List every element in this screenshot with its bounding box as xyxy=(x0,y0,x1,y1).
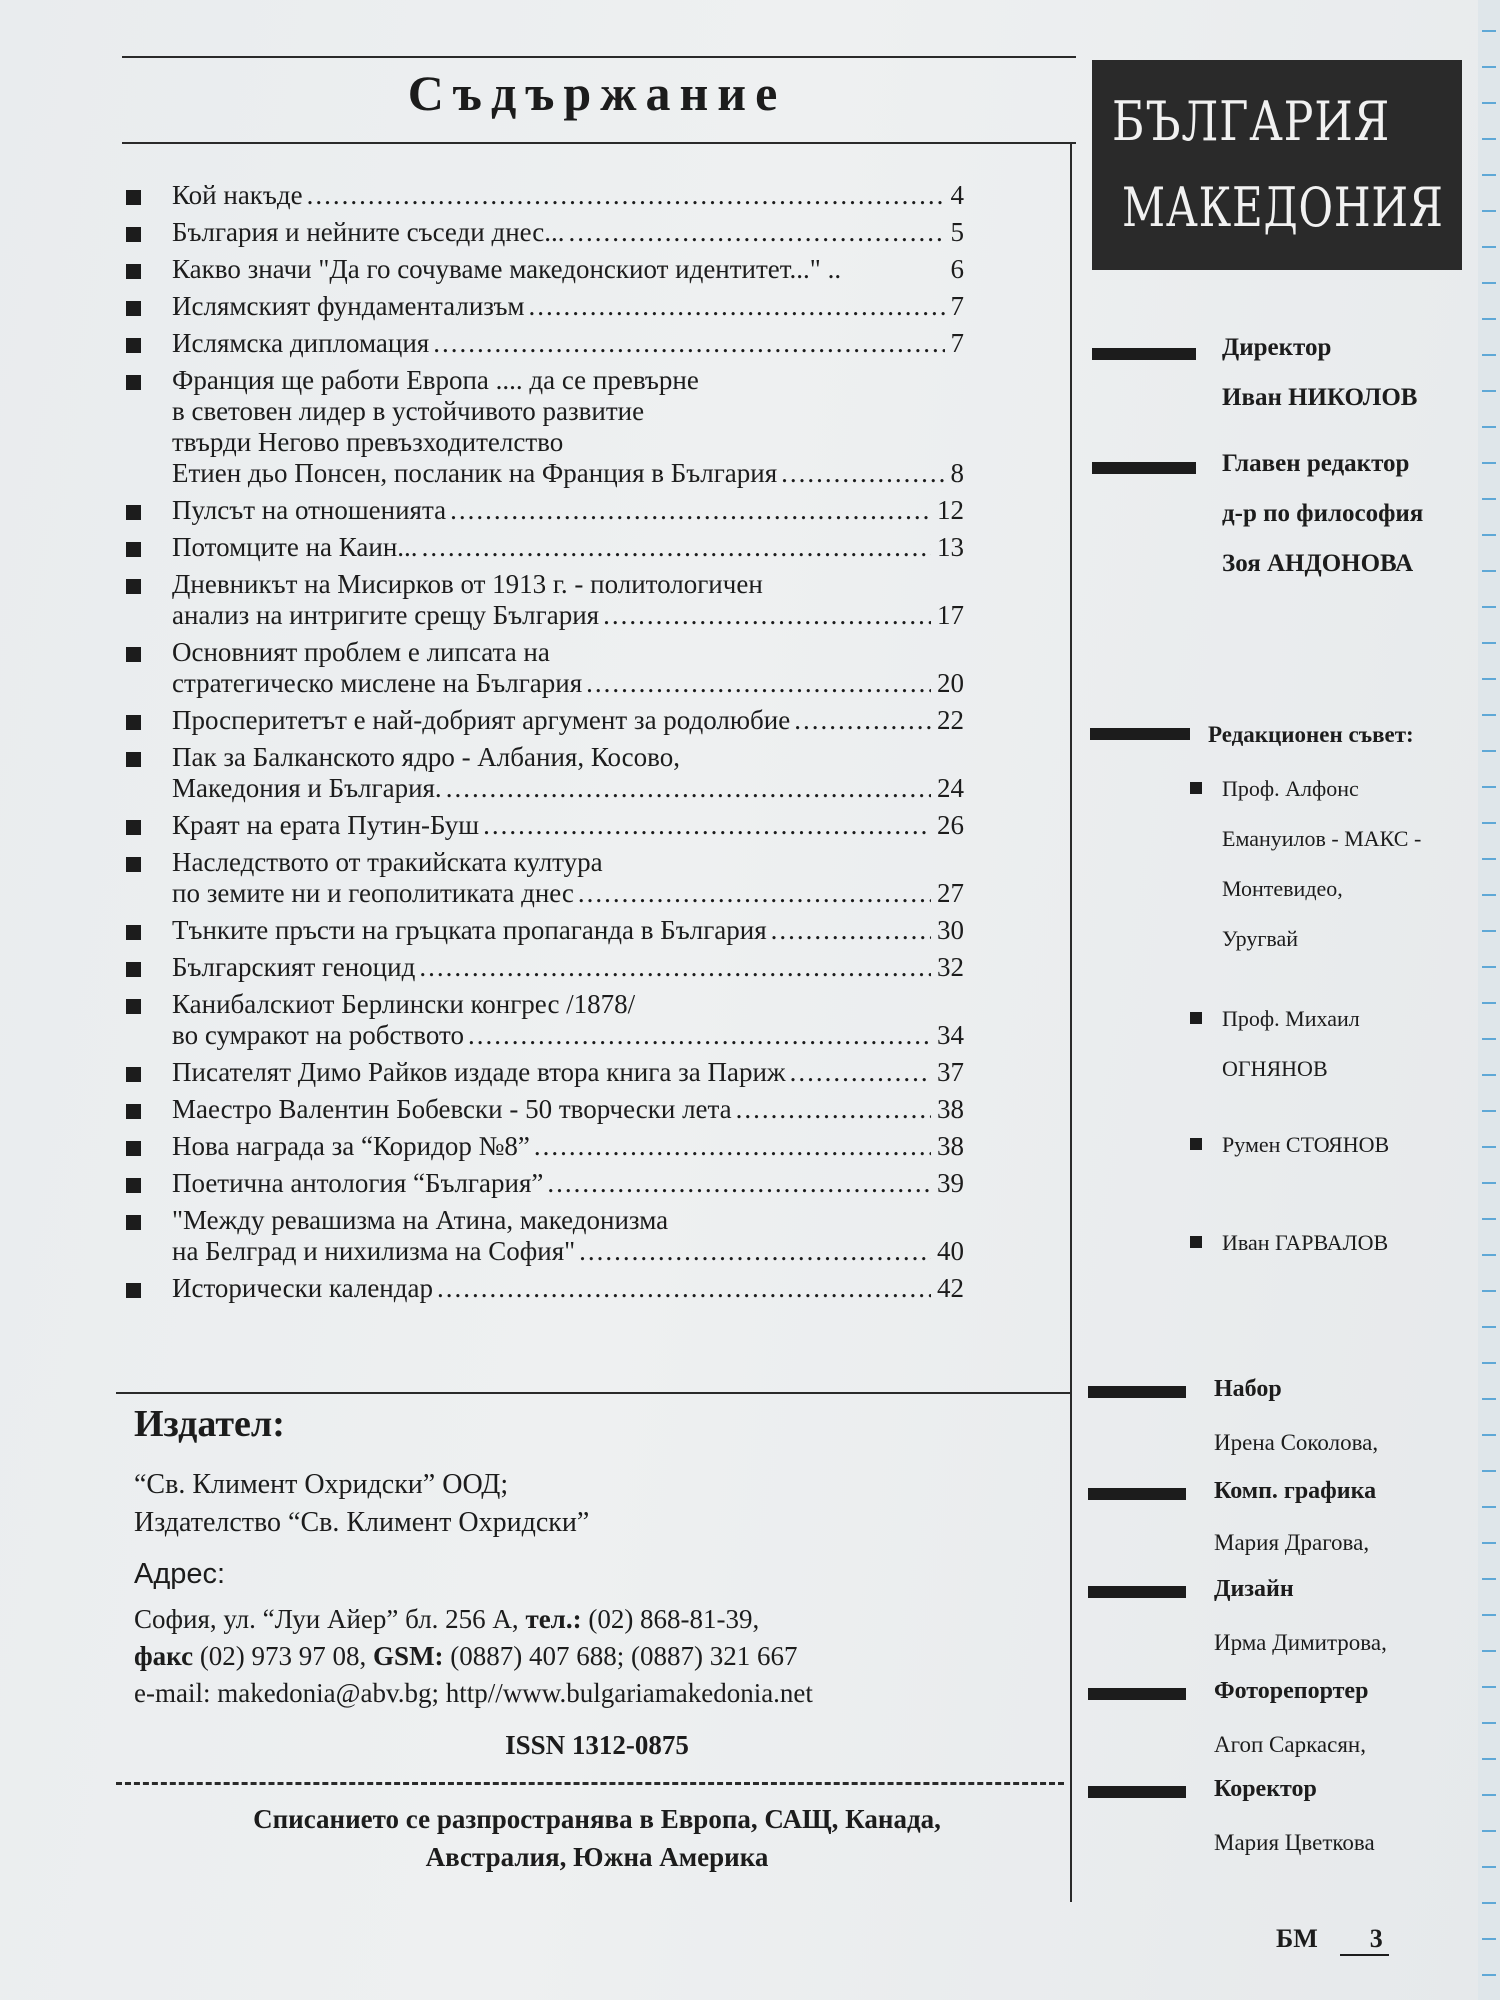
ruled-line xyxy=(1482,210,1496,212)
toc-entry-last-line xyxy=(172,705,964,736)
toc-entry-last-line xyxy=(172,1273,964,1304)
ruled-line xyxy=(1482,1866,1496,1868)
dot-leader xyxy=(781,458,944,489)
dot-leader xyxy=(529,291,945,322)
toc-entry-line: твърди Негово превъзходителство xyxy=(172,427,564,457)
ruled-line xyxy=(1482,1830,1496,1832)
toc-entry-title: стратегическо мислене на България xyxy=(172,668,583,698)
dot-leader xyxy=(547,1168,931,1199)
toc-entry xyxy=(124,495,964,526)
ruled-line xyxy=(1482,678,1496,680)
page-number: 3 xyxy=(1340,1924,1389,1956)
toc-entry-title: на Белград и нихилизма на София" xyxy=(172,1236,576,1266)
toc-entry-title: Етиен дьо Понсен, посланик на Франция в България xyxy=(172,458,778,488)
dot-leader xyxy=(790,1057,931,1088)
toc-entry-last-line xyxy=(172,1057,964,1088)
toc-entry-title: Тънките пръсти на гръцката пропаганда в България xyxy=(172,915,767,945)
contact-line xyxy=(134,1638,1064,1675)
toc-entry xyxy=(124,1205,964,1267)
toc-entry-title: Нова награда за “Коридор №8” xyxy=(172,1131,530,1161)
distribution-line-2: Австралия, Южна Америка xyxy=(425,1842,769,1872)
toc-entry-title: анализ на интригите срещу България xyxy=(172,600,600,630)
board-member-1-line-4: Уругвай xyxy=(1222,926,1299,951)
publisher-block xyxy=(134,1402,1064,1712)
toc-entry-last-line xyxy=(172,1236,964,1267)
ruled-line xyxy=(1482,174,1496,176)
ruled-line xyxy=(1482,1938,1496,1940)
table-of-contents xyxy=(124,180,964,1310)
toc-entry-last-line xyxy=(172,1131,964,1162)
dot-leader xyxy=(586,668,931,699)
ruled-line xyxy=(1482,786,1496,788)
bullet-square xyxy=(126,999,141,1014)
toc-entry-title: во сумракот на робството xyxy=(172,1020,464,1050)
ruled-line xyxy=(1482,1542,1496,1544)
toc-entry-line: Наследството от тракийската култура xyxy=(172,847,603,877)
dot-leader xyxy=(437,1273,931,1304)
dot-leader xyxy=(419,952,931,983)
issn: ISSN 1312-0875 xyxy=(505,1730,689,1760)
toc-entry xyxy=(124,810,964,841)
toc-entry-last-line xyxy=(172,952,964,983)
toc-entry-title: Македония и България. xyxy=(172,773,442,803)
ruled-line xyxy=(1482,1686,1496,1688)
board-bullet-2 xyxy=(1190,1012,1202,1024)
publisher-line-1: “Св. Климент Охридски” ООД; xyxy=(134,1469,509,1500)
toc-page-number: 5 xyxy=(950,217,964,247)
board-label: Редакционен съвет: xyxy=(1208,722,1414,747)
photo-label: Фоторепортер xyxy=(1214,1678,1369,1704)
board-bullet-4 xyxy=(1190,1236,1202,1248)
toc-entry-line: Основният проблем е липсата на xyxy=(172,637,550,667)
toc-entry xyxy=(124,291,964,322)
graphics-label: Комп. графика xyxy=(1214,1478,1377,1504)
toc-entry-last-line xyxy=(172,328,964,359)
toc-entry-title: Поетична антология “България” xyxy=(172,1168,544,1198)
ruled-line xyxy=(1482,1146,1496,1148)
toc-entry xyxy=(124,705,964,736)
ruled-line xyxy=(1482,462,1496,464)
gsm-label: GSM: xyxy=(373,1641,444,1671)
fax-label: факс xyxy=(134,1641,194,1671)
toc-entry xyxy=(124,254,964,285)
dot-leader xyxy=(736,1094,931,1125)
logo-line-2: МАКЕДОНИЯ xyxy=(1122,176,1444,239)
ruled-line xyxy=(1482,66,1496,68)
director-bar xyxy=(1092,348,1196,360)
toc-page-number: 17 xyxy=(937,600,964,630)
toc-entry-title: Кой накъде xyxy=(172,180,303,210)
tel-number: (02) 868-81-39, xyxy=(588,1604,760,1634)
toc-entry-title: Пулсът на отношенията xyxy=(172,495,447,525)
toc-page-number: 7 xyxy=(950,328,964,358)
ruled-line xyxy=(1482,1254,1496,1256)
toc-entry-title: Исторически календар xyxy=(172,1273,433,1303)
bullet-square xyxy=(126,1283,141,1298)
bullet-square xyxy=(126,1178,141,1193)
toc-page-number: 24 xyxy=(937,773,964,803)
ruled-line xyxy=(1482,1722,1496,1724)
ruled-line xyxy=(1482,30,1496,32)
toc-page-number: 38 xyxy=(937,1094,964,1124)
distribution-line-1: Списанието се разпространява в Европа, САЩ, Канада, xyxy=(253,1804,941,1834)
publisher-line-2: Издателство “Св. Климент Охридски” xyxy=(134,1507,590,1538)
ruled-line xyxy=(1482,1326,1496,1328)
footer-abbreviation: БМ xyxy=(1276,1924,1318,1953)
toc-entry-last-line xyxy=(172,217,964,248)
toc-page-number: 27 xyxy=(937,878,964,908)
toc-entry-last-line xyxy=(172,254,964,285)
bullet-square xyxy=(126,1067,141,1082)
toc-page-number: 26 xyxy=(937,810,964,840)
board-member-1-line-1: Проф. Алфонс xyxy=(1222,776,1359,801)
toc-entry xyxy=(124,847,964,909)
bullet-square xyxy=(126,647,141,662)
ruled-line xyxy=(1482,1434,1496,1436)
ruled-line xyxy=(1482,1182,1496,1184)
ruled-line xyxy=(1482,1506,1496,1508)
director-label: Директор xyxy=(1222,334,1332,361)
bullet-square xyxy=(126,542,141,557)
toc-page-number: 22 xyxy=(937,705,964,735)
dashed-rule xyxy=(116,1782,1064,1785)
distribution-note xyxy=(122,1800,1072,1876)
toc-entry xyxy=(124,1273,964,1304)
vertical-divider xyxy=(1070,142,1072,1902)
toc-entry-title: Ислямският фундаментализъм xyxy=(172,291,525,321)
toc-page-number: 12 xyxy=(937,495,964,525)
toc-entry xyxy=(124,328,964,359)
dot-leader xyxy=(446,773,931,804)
ruled-line xyxy=(1482,1002,1496,1004)
toc-entry-last-line xyxy=(172,878,964,909)
toc-entry-last-line xyxy=(172,532,964,563)
ruled-line xyxy=(1482,606,1496,608)
page-footer xyxy=(1276,1924,1389,1956)
typesetting-bar xyxy=(1088,1386,1186,1398)
ruled-line xyxy=(1482,138,1496,140)
toc-entry xyxy=(124,1094,964,1125)
toc-entry-last-line xyxy=(172,810,964,841)
board-member-4-line-1: Иван ГАРВАЛОВ xyxy=(1222,1230,1389,1255)
toc-entry-title: Писателят Димо Райков издаде втора книга за Париж xyxy=(172,1057,786,1087)
dot-leader xyxy=(569,217,945,248)
board-bullet-1 xyxy=(1190,782,1202,794)
toc-entry-title: Маестро Валентин Бобевски - 50 творчески лета xyxy=(172,1094,732,1124)
toc-entry xyxy=(124,1168,964,1199)
ruled-line xyxy=(1482,1110,1496,1112)
bullet-square xyxy=(126,375,141,390)
dot-leader xyxy=(483,810,931,841)
ruled-line xyxy=(1482,534,1496,536)
ruled-line xyxy=(1482,570,1496,572)
toc-entry-line: Канибалскиот Берлински конгрес /1878/ xyxy=(172,989,636,1019)
toc-entry-title: Краят на ерата Путин-Буш xyxy=(172,810,480,840)
ruled-line xyxy=(1482,714,1496,716)
board-member-1-line-2: Емануилов - МАКС - xyxy=(1222,826,1422,851)
bullet-square xyxy=(126,338,141,353)
board-member-1 xyxy=(1222,764,1421,964)
bullet-square xyxy=(126,264,141,279)
ruled-line xyxy=(1482,1758,1496,1760)
toc-entry xyxy=(124,637,964,699)
address-line xyxy=(134,1601,1064,1638)
toc-page-number: 4 xyxy=(950,180,964,210)
design-name: Ирма Димитрова, xyxy=(1214,1630,1387,1655)
toc-entry-line: в световен лидер в устойчивото развитие xyxy=(172,396,645,426)
bullet-square xyxy=(126,925,141,940)
graphics-name: Мария Драгова, xyxy=(1214,1530,1370,1555)
email-web-line: e-mail: makedonia@abv.bg; http//www.bulgariamakedonia.net xyxy=(134,1678,813,1708)
ruled-line xyxy=(1482,1470,1496,1472)
toc-entry-last-line xyxy=(172,1094,964,1125)
title-rule xyxy=(122,142,1076,144)
board-member-2 xyxy=(1222,994,1360,1094)
bullet-square xyxy=(126,715,141,730)
toc-entry-last-line xyxy=(172,458,964,489)
toc-entry-title: Ислямска дипломация xyxy=(172,328,430,358)
toc-page-number: 13 xyxy=(937,532,964,562)
toc-entry-last-line xyxy=(172,668,964,699)
gsm-number: (0887) 407 688; (0887) 321 667 xyxy=(450,1641,798,1671)
toc-entry-last-line xyxy=(172,773,964,804)
toc-page-number: 39 xyxy=(937,1168,964,1198)
toc-entry-line: Франция ще работи Европа .... да се превърне xyxy=(172,365,699,395)
toc-entry xyxy=(124,915,964,946)
dot-leader xyxy=(422,532,931,563)
typesetting-label: Набор xyxy=(1214,1376,1282,1402)
toc-page-number: 40 xyxy=(937,1236,964,1266)
bullet-square xyxy=(126,190,141,205)
board-member-2-line-1: Проф. Михаил xyxy=(1222,1006,1360,1031)
toc-title: Съдържание xyxy=(407,65,787,121)
ruled-line xyxy=(1482,858,1496,860)
editor-bar xyxy=(1092,462,1196,474)
board-member-2-line-2: ОГНЯНОВ xyxy=(1222,1056,1328,1081)
ruled-line xyxy=(1482,1398,1496,1400)
toc-entry-line: Дневникът на Мисирков от 1913 г. - политологичен xyxy=(172,569,763,599)
ruled-line xyxy=(1482,1362,1496,1364)
toc-page-number: 20 xyxy=(937,668,964,698)
toc-page-number: 8 xyxy=(950,458,964,488)
ruled-line xyxy=(1482,894,1496,896)
ruled-line xyxy=(1482,102,1496,104)
dot-leader xyxy=(578,878,931,909)
toc-entry-last-line xyxy=(172,600,964,631)
dot-leader xyxy=(579,1236,931,1267)
top-rule xyxy=(122,56,1076,58)
dot-leader xyxy=(794,705,931,736)
toc-entry xyxy=(124,1131,964,1162)
magazine-logo xyxy=(1092,60,1462,270)
dot-leader xyxy=(307,180,945,211)
ruled-line xyxy=(1482,354,1496,356)
toc-entry xyxy=(124,532,964,563)
toc-entry-title: Българският геноцид xyxy=(172,952,416,982)
logo-line-1: БЪЛГАРИЯ xyxy=(1112,90,1391,153)
toc-entry-last-line xyxy=(172,915,964,946)
ruled-line xyxy=(1482,1218,1496,1220)
toc-page-number: 7 xyxy=(950,291,964,321)
toc-entry xyxy=(124,989,964,1051)
dot-leader xyxy=(468,1020,931,1051)
toc-page-number: 30 xyxy=(937,915,964,945)
ruled-line xyxy=(1482,642,1496,644)
bullet-square xyxy=(126,301,141,316)
dot-leader xyxy=(603,600,931,631)
ruled-line xyxy=(1482,390,1496,392)
director-name: Иван НИКОЛОВ xyxy=(1222,384,1418,411)
ruled-line xyxy=(1482,1902,1496,1904)
toc-entry-last-line xyxy=(172,1020,964,1051)
ruled-line xyxy=(1482,1290,1496,1292)
dot-leader xyxy=(450,495,931,526)
board-member-1-line-3: Монтевидео, xyxy=(1222,876,1343,901)
toc-entry-title: по земите ни и геополитиката днес xyxy=(172,878,574,908)
toc-entry xyxy=(124,569,964,631)
ruled-line xyxy=(1482,246,1496,248)
ruled-line xyxy=(1482,282,1496,284)
editor-label: Главен редактор xyxy=(1222,450,1410,477)
publisher-heading: Издател: xyxy=(134,1403,285,1445)
toc-entry-last-line xyxy=(172,1168,964,1199)
bullet-square xyxy=(126,579,141,594)
publisher-rule xyxy=(116,1392,1070,1394)
toc-entry-last-line xyxy=(172,291,964,322)
ruled-line xyxy=(1482,1794,1496,1796)
photo-bar xyxy=(1088,1688,1186,1700)
dot-leader xyxy=(433,328,944,359)
toc-page-number: 37 xyxy=(937,1057,964,1087)
ruled-line xyxy=(1482,822,1496,824)
ruled-line xyxy=(1482,1074,1496,1076)
bullet-square xyxy=(126,857,141,872)
toc-page-number: 38 xyxy=(937,1131,964,1161)
proofreader-bar xyxy=(1088,1786,1186,1798)
toc-entry-title: Потомците на Каин... xyxy=(172,532,418,562)
board-member-3 xyxy=(1222,1120,1389,1170)
bullet-square xyxy=(126,1141,141,1156)
toc-entry-last-line xyxy=(172,495,964,526)
board-bullet-3 xyxy=(1190,1138,1202,1150)
bullet-square xyxy=(126,227,141,242)
dot-leader xyxy=(534,1131,931,1162)
toc-page-number: 42 xyxy=(937,1273,964,1303)
toc-entry-line: "Между ревашизма на Атина, македонизма xyxy=(172,1205,669,1235)
photo-name: Агоп Саркасян, xyxy=(1214,1732,1366,1757)
board-bar xyxy=(1090,728,1190,740)
board-member-3-line-1: Румен СТОЯНОВ xyxy=(1222,1132,1390,1157)
toc-entry-title: Какво значи "Да го сочуваме македонскиот идентитет..." .. xyxy=(172,254,842,284)
toc-entry-title: Просперитетът е най-добрият аргумент за родолюбие xyxy=(172,705,791,735)
fax-number: (02) 973 97 08, xyxy=(199,1641,367,1671)
ruled-line xyxy=(1482,498,1496,500)
ruled-line xyxy=(1482,930,1496,932)
board-member-4 xyxy=(1222,1218,1388,1268)
bullet-square xyxy=(126,1104,141,1119)
editor-name: Зоя АНДОНОВА xyxy=(1222,550,1414,577)
bullet-square xyxy=(126,505,141,520)
toc-page-number: 34 xyxy=(937,1020,964,1050)
ruled-line xyxy=(1482,1038,1496,1040)
proofreader-name: Мария Цветкова xyxy=(1214,1830,1375,1855)
ruled-line xyxy=(1482,1974,1496,1976)
toc-entry-last-line xyxy=(172,180,964,211)
toc-entry xyxy=(124,742,964,804)
design-label: Дизайн xyxy=(1214,1576,1294,1602)
address-text: София, ул. “Луи Айер” бл. 256 А, xyxy=(134,1604,519,1634)
ruled-line xyxy=(1482,750,1496,752)
ruled-line xyxy=(1482,1614,1496,1616)
ruled-line xyxy=(1482,426,1496,428)
ruled-line xyxy=(1482,966,1496,968)
ruled-line xyxy=(1482,318,1496,320)
toc-entry xyxy=(124,217,964,248)
toc-entry-line: Пак за Балканското ядро - Албания, Косово, xyxy=(172,742,680,772)
toc-page-number: 32 xyxy=(937,952,964,982)
ruled-line xyxy=(1482,1650,1496,1652)
proofreader-label: Коректор xyxy=(1214,1776,1317,1802)
ruled-line xyxy=(1482,1578,1496,1580)
address-heading: Адрес: xyxy=(134,1558,226,1590)
bullet-square xyxy=(126,962,141,977)
toc-entry xyxy=(124,1057,964,1088)
bullet-square xyxy=(126,1215,141,1230)
toc-entry-title: България и нейните съседи днес... xyxy=(172,217,565,247)
editor-title: д-р по философия xyxy=(1222,500,1424,527)
bullet-square xyxy=(126,752,141,767)
toc-page-number: 6 xyxy=(950,254,964,284)
dot-leader xyxy=(771,915,931,946)
toc-entry xyxy=(124,365,964,489)
adjacent-page-edge xyxy=(1478,0,1500,2000)
design-bar xyxy=(1088,1586,1186,1598)
graphics-bar xyxy=(1088,1488,1186,1500)
toc-entry xyxy=(124,180,964,211)
typesetting-name: Ирена Соколова, xyxy=(1214,1430,1379,1455)
toc-entry xyxy=(124,952,964,983)
bullet-square xyxy=(126,820,141,835)
tel-label: тел.: xyxy=(525,1604,582,1634)
